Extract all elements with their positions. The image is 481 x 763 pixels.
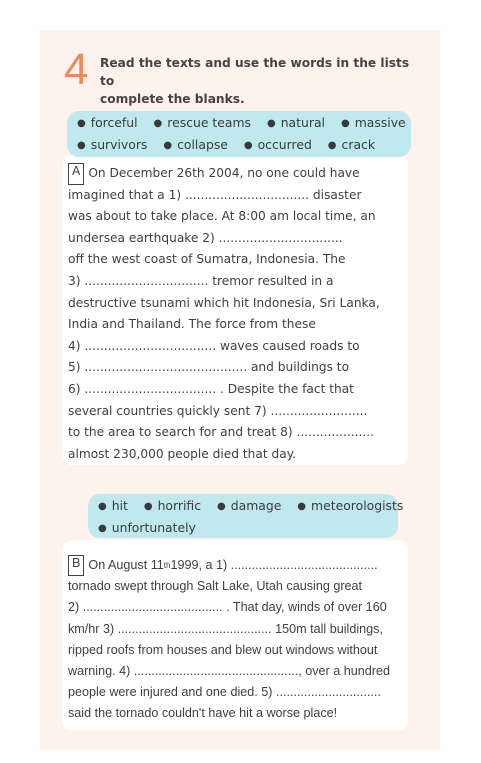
bullet-icon: ● [340, 118, 350, 129]
word-item: ● damage [217, 498, 282, 513]
word-item: ● massive [340, 115, 406, 130]
word-item: ● crack [327, 137, 376, 152]
text-line: B On August 11 th 1999, a 1) .......................................... [68, 555, 402, 576]
word-list-b [88, 494, 404, 538]
text-line: almost 230,000 people died that day. [68, 446, 297, 461]
bullet-icon: ● [266, 118, 276, 129]
text-label-a: A [68, 163, 84, 185]
text-line: India and Thailand. The force from these [68, 317, 316, 332]
text-line: 6) .................................. . Despite the fact that [68, 381, 354, 396]
text-line: 4) .................................. waves caused roads to [68, 338, 360, 353]
word-item: ● survivors [77, 137, 148, 152]
text-line: imagined that a 1) ................................ disaster [68, 187, 362, 202]
word-item: ● hit [98, 498, 128, 513]
text-line: destructive tsunami which hit Indonesia, Sri Lanka, [68, 295, 380, 310]
word-item: ● collapse [163, 137, 228, 152]
bullet-icon: ● [163, 140, 173, 151]
bullet-icon: ● [153, 118, 163, 129]
text-line: ripped roofs from houses and blew out windows without [68, 642, 378, 657]
word-item: ● forceful [77, 115, 138, 130]
word-item: ● rescue teams [153, 115, 252, 130]
word-item: ● occurred [243, 137, 312, 152]
text-label-b: B [68, 555, 84, 576]
bullet-icon: ● [98, 523, 107, 534]
text-line: 2) ........................................ . That day, winds of over 160 [68, 600, 387, 615]
bullet-icon: ● [327, 140, 337, 151]
word-item: ● horrific [143, 498, 202, 513]
text-line: km/hr 3) ............................................ 150m tall buildings, [68, 621, 383, 636]
text-line: warning. 4) ..............................................., over a hundred [68, 664, 390, 679]
text-line: people were injured and one died. 5) .............................. [68, 685, 381, 700]
text-line: off the west coast of Sumatra, Indonesia. The [68, 252, 346, 267]
text-line: 5) .......................................... and buildings to [68, 360, 350, 375]
text-b [68, 555, 402, 725]
bullet-icon: ● [77, 118, 86, 129]
word-list-b-row-2 [98, 518, 398, 540]
text-line: said the tornado couldn't have hit a worse place! [68, 706, 338, 721]
exercise-instruction: Read the texts and use the words in the lists to complete the blanks. [100, 56, 410, 106]
bullet-icon: ● [297, 501, 307, 512]
word-item: ● natural [266, 115, 325, 130]
word-item: ● unfortunately [98, 520, 196, 535]
text-line: to the area to search for and treat 8) .................... [68, 425, 374, 440]
bullet-icon: ● [98, 501, 107, 512]
text-line: A On December 26th 2004, no one could have [68, 163, 402, 185]
bullet-icon: ● [143, 501, 153, 512]
word-list-a-row-2 [77, 135, 411, 157]
text-line: several countries quickly sent 7) ......................... [68, 403, 368, 418]
word-list-a-row-1 [77, 113, 411, 135]
text-line: undersea earthquake 2) ................................ [68, 230, 343, 245]
word-list-a [67, 111, 411, 157]
text-a [68, 163, 402, 465]
text-line: tornado swept through Salt Lake, Utah causing great [68, 579, 363, 594]
bullet-icon: ● [217, 501, 226, 512]
bullet-icon: ● [243, 140, 253, 151]
text-line: 3) ................................ tremor resulted in a [68, 273, 334, 288]
exercise-number: 4 [64, 45, 89, 94]
bullet-icon: ● [77, 140, 86, 151]
word-item: ● meteorologists [297, 498, 404, 513]
word-list-b-row-1 [98, 496, 404, 518]
text-line: was about to take place. At 8:00 am local time, an [68, 209, 376, 224]
